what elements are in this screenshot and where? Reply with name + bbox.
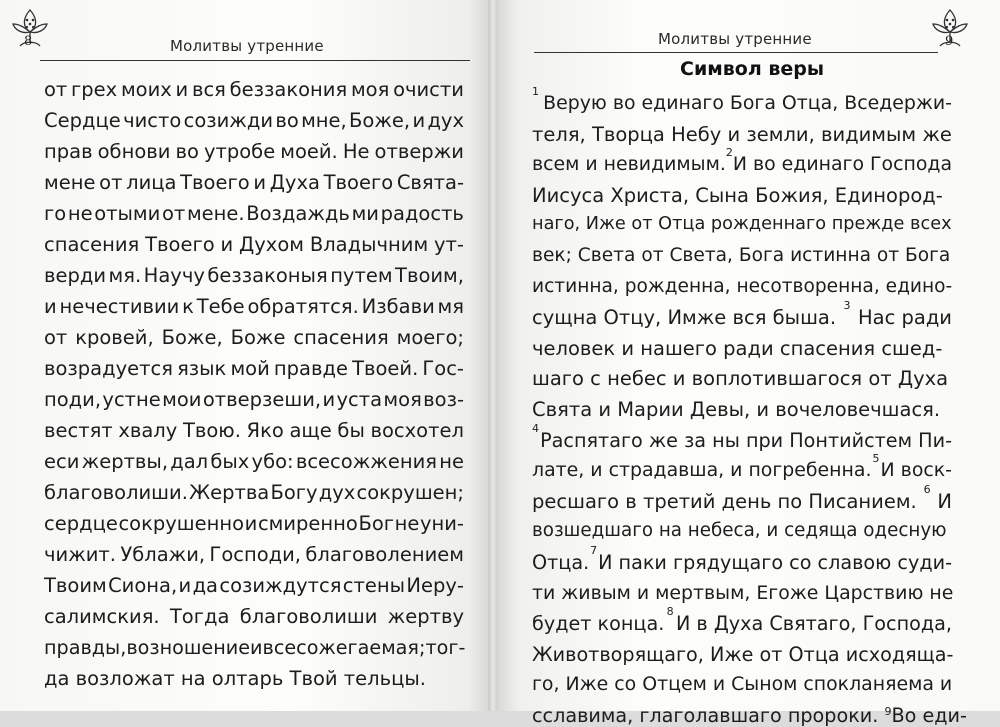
right-text-line: [532, 520, 952, 541]
left-text-line: еси жертвы, дал бых убо: всесожжения не: [44, 450, 464, 473]
right-text-line: [532, 299, 952, 329]
right-text-line: [532, 544, 952, 574]
verse-text: Распятаго же за ны при Понтийстем Пи-: [540, 429, 952, 452]
right-text-line: [532, 276, 952, 297]
right-text-line: [532, 337, 952, 360]
left-text-line: салимския. Тогда благоволиши жертву: [44, 605, 464, 628]
right-text-line: [532, 85, 952, 114]
left-head-rule: [40, 60, 470, 61]
left-text-line: от кровей, Боже, Боже спасения моего;: [44, 326, 464, 349]
left-text-line: возрадуется язык мой правде Твоей. Гос-: [44, 357, 464, 380]
verse-text: век; Света от Света, Бога истинна от Бога: [532, 245, 951, 266]
verse-text: Верую во единаго Бога Отца, Вседержи-: [543, 92, 952, 114]
right-text-line: [532, 146, 953, 175]
right-text-line: [532, 214, 952, 234]
verse-text: сущна Отцу, Имже вся быша.: [532, 306, 837, 329]
left-text-line: го не отыми от мене. Воздаждь ми радость: [44, 202, 464, 225]
right-text-line: [532, 245, 952, 266]
right-text-line: [532, 398, 952, 421]
right-page: [498, 0, 1000, 727]
left-text-line: да возложат на олтарь Твой тельцы.: [44, 667, 426, 690]
left-text-line: сердце сокрушенно и смиренно Бог не уни-: [44, 512, 464, 535]
left-text-line: мене от лица Твоего и Духа Твоего Свята-: [44, 171, 464, 194]
right-text-line: [532, 704, 967, 727]
verse-text: И: [937, 490, 952, 513]
verse-text: истинна, рожденна, несотворенна, едино-: [532, 276, 953, 297]
verse-text: лате, и страдавша, и погребенна.: [532, 459, 872, 481]
left-text-line: верди мя. Научу беззаконыя путем Твоим,: [44, 264, 464, 287]
right-text-line: [532, 605, 952, 635]
verse-number: 1: [532, 85, 539, 98]
right-head-rule: [534, 52, 938, 53]
left-text-line: Твоим Сиона, и да созиждутся стены Иеру-: [44, 574, 464, 597]
verse-number: 4: [532, 422, 539, 435]
section-title: Символ веры: [680, 58, 825, 80]
verse-number: 3: [843, 299, 851, 312]
left-text-line: прав обнови во утробе моей. Не отвержи: [44, 140, 464, 163]
verse-text: Во еди-: [891, 704, 967, 727]
left-page: [0, 0, 488, 711]
left-text-line: поди, устне мои отверзеши, и уста моя воз-: [44, 388, 464, 411]
left-text-line: Сердце чисто созижди во мне, Боже, и дух: [44, 109, 464, 132]
verse-number: 9: [884, 705, 892, 718]
left-text-line: вестят хвалу Твою. Яко аще бы восхотел: [44, 419, 464, 442]
left-text-line: правды, возношение и всесожегаемая; тог-: [44, 636, 466, 659]
right-text-line: [532, 184, 952, 207]
verse-text: И во единаго Господа: [732, 153, 953, 175]
verse-text: возшедшаго на небеса, и седяща одесную: [532, 520, 947, 541]
verse-number: 5: [872, 452, 880, 465]
verse-text: И воск-: [880, 459, 952, 481]
right-page-number: 9: [945, 34, 954, 49]
left-running-head: Молитвы утренние: [170, 37, 324, 55]
right-text-line: [532, 582, 952, 604]
verse-text: шаго с небес и воплотившагося от Духа: [532, 367, 949, 390]
left-text-line: и нечестивии к Тебе обратятся. Избави мя: [44, 295, 464, 318]
verse-number: 2: [725, 146, 733, 159]
verse-number: 7: [590, 544, 598, 557]
verse-text: сславима, глаголавшаго пророки.: [532, 704, 885, 727]
right-text-line: [532, 643, 952, 666]
verse-number: 6: [923, 483, 931, 496]
verse-text: Иисуса Христа, Сына Божия, Единород-: [532, 184, 943, 207]
left-text-line: чижит. Ублажи, Господи, благоволением: [44, 543, 464, 566]
verse-text: Нас ради: [857, 306, 952, 329]
verse-text: наго, Иже от Отца рожденнаго прежде всех: [532, 214, 952, 234]
left-text-line: благоволиши. Жертва Богу дух сокрушен;: [44, 481, 464, 504]
right-text-line: [532, 483, 952, 513]
book-gutter: [488, 0, 498, 711]
right-running-head: Молитвы утренние: [658, 30, 812, 48]
verse-number: 8: [666, 605, 674, 618]
right-text-line: [532, 673, 952, 695]
right-text-line: [532, 367, 952, 390]
verse-text: И в Духа Святаго, Господа,: [675, 612, 952, 635]
verse-text: ти живым и мертвым, Егоже Царствию не: [532, 582, 954, 604]
verse-text: человек и нашего ради спасения сшед-: [532, 337, 943, 360]
verse-text: Отца.: [532, 551, 590, 574]
verse-text: Животворящаго, Иже от Отца исходяща-: [532, 643, 954, 666]
right-text-line: [532, 452, 952, 481]
left-text-line: спасения Твоего и Духом Владычним ут-: [44, 233, 464, 256]
verse-text: теля, Творца Небу и земли, видимым же: [532, 123, 952, 146]
left-text-line: от грех моих и вся беззакония моя очисти: [44, 78, 464, 101]
verse-text: будет конца.: [532, 612, 665, 635]
verse-text: И паки грядущаго со славою суди-: [598, 551, 952, 574]
left-page-number: 8: [24, 34, 33, 49]
right-text-line: [532, 123, 952, 146]
verse-text: го, Иже со Отцем и Сыном спокланяема и: [532, 673, 953, 695]
verse-text: Свята и Марии Девы, и вочеловечшася.: [532, 398, 941, 421]
right-text-line: [532, 422, 952, 452]
verse-text: ресшаго в третий день по Писанием.: [532, 490, 917, 513]
verse-text: всем и невидимым.: [532, 153, 726, 175]
